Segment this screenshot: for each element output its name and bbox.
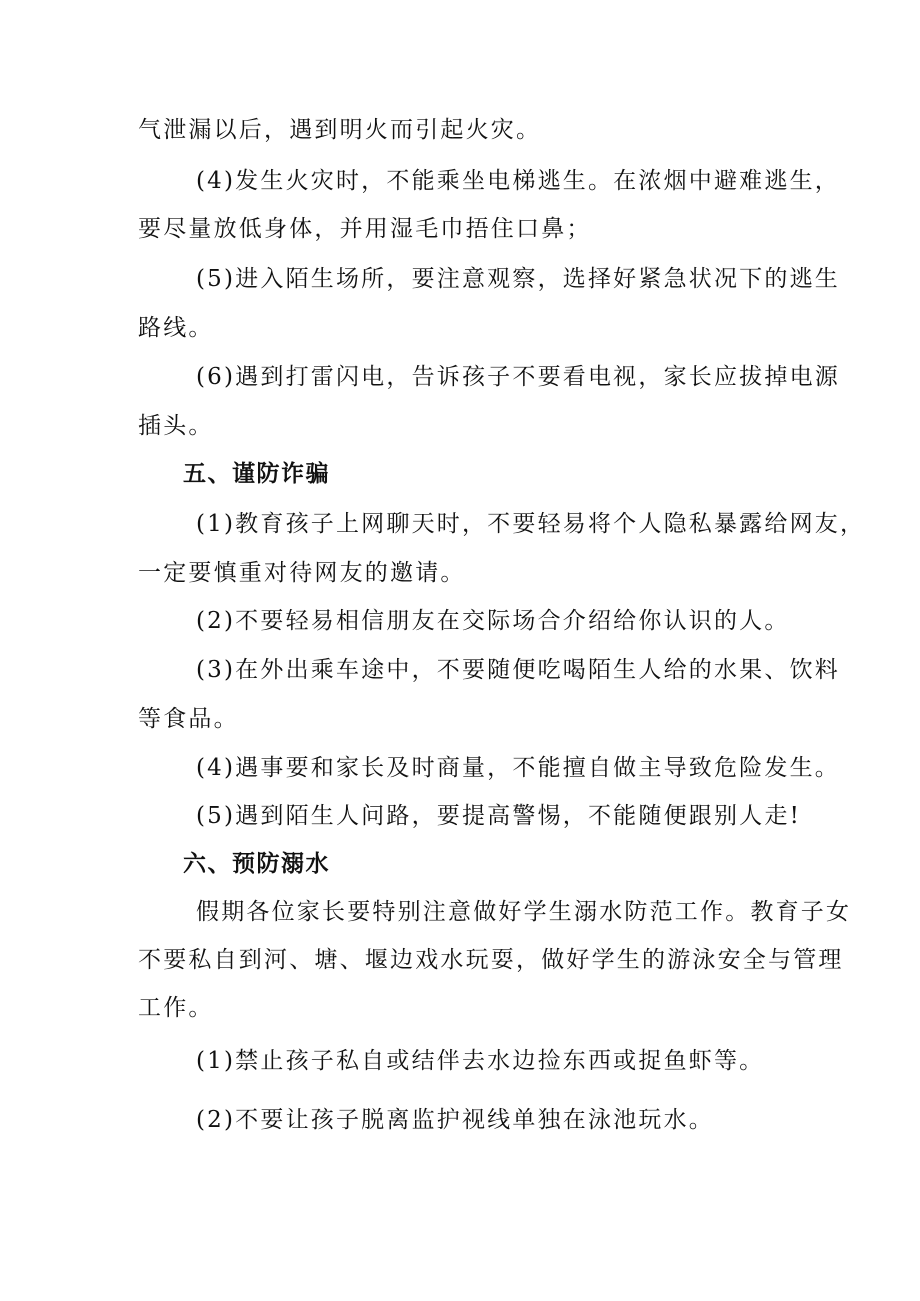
paragraph-line: (6)遇到打雷闪电，告诉孩子不要看电视，家长应拔掉电源 <box>196 364 840 390</box>
paragraph-line: (1)教育孩子上网聊天时，不要轻易将个人隐私暴露给网友， <box>196 511 866 537</box>
paragraph-line: (4)遇事要和家长及时商量，不能擅自做主导致危险发生。 <box>196 755 840 781</box>
paragraph-line: (5)进入陌生场所，要注意观察，选择好紧急状况下的逃生 <box>196 266 840 292</box>
paragraph-line: (1)禁止孩子私自或结伴去水边捡东西或捉鱼虾等。 <box>196 1048 765 1074</box>
paragraph-line: 气泄漏以后，遇到明火而引起火灾。 <box>138 117 542 143</box>
paragraph-line: 假期各位家长要特别注意做好学生溺水防范工作。教育子女 <box>196 899 852 925</box>
paragraph-line: 等食品。 <box>138 706 239 732</box>
paragraph-line: (3)在外出乘车途中，不要随便吃喝陌生人给的水果、饮料 <box>196 657 840 683</box>
paragraph-line: (4)发生火灾时，不能乘坐电梯逃生。在浓烟中避难逃生， <box>196 168 840 194</box>
section-heading-drowning: 六、预防溺水 <box>183 851 330 877</box>
paragraph-line: 工作。 <box>138 995 214 1021</box>
paragraph-line: 不要私自到河、塘、堰边戏水玩耍，做好学生的游泳安全与管理 <box>138 947 844 973</box>
paragraph-line: (2)不要让孩子脱离监护视线单独在泳池玩水。 <box>196 1107 714 1133</box>
paragraph-line: 要尽量放低身体，并用湿毛巾捂住口鼻； <box>138 216 592 242</box>
paragraph-line: (5)遇到陌生人问路，要提高警惕，不能随便跟别人走! <box>196 803 802 829</box>
paragraph-line: (2)不要轻易相信朋友在交际场合介绍给你认识的人。 <box>196 608 790 634</box>
paragraph-line: 插头。 <box>138 413 214 439</box>
section-heading-fraud: 五、谨防诈骗 <box>183 461 330 487</box>
paragraph-line: 一定要慎重对待网友的邀请。 <box>138 560 466 586</box>
paragraph-line: 路线。 <box>138 315 214 341</box>
